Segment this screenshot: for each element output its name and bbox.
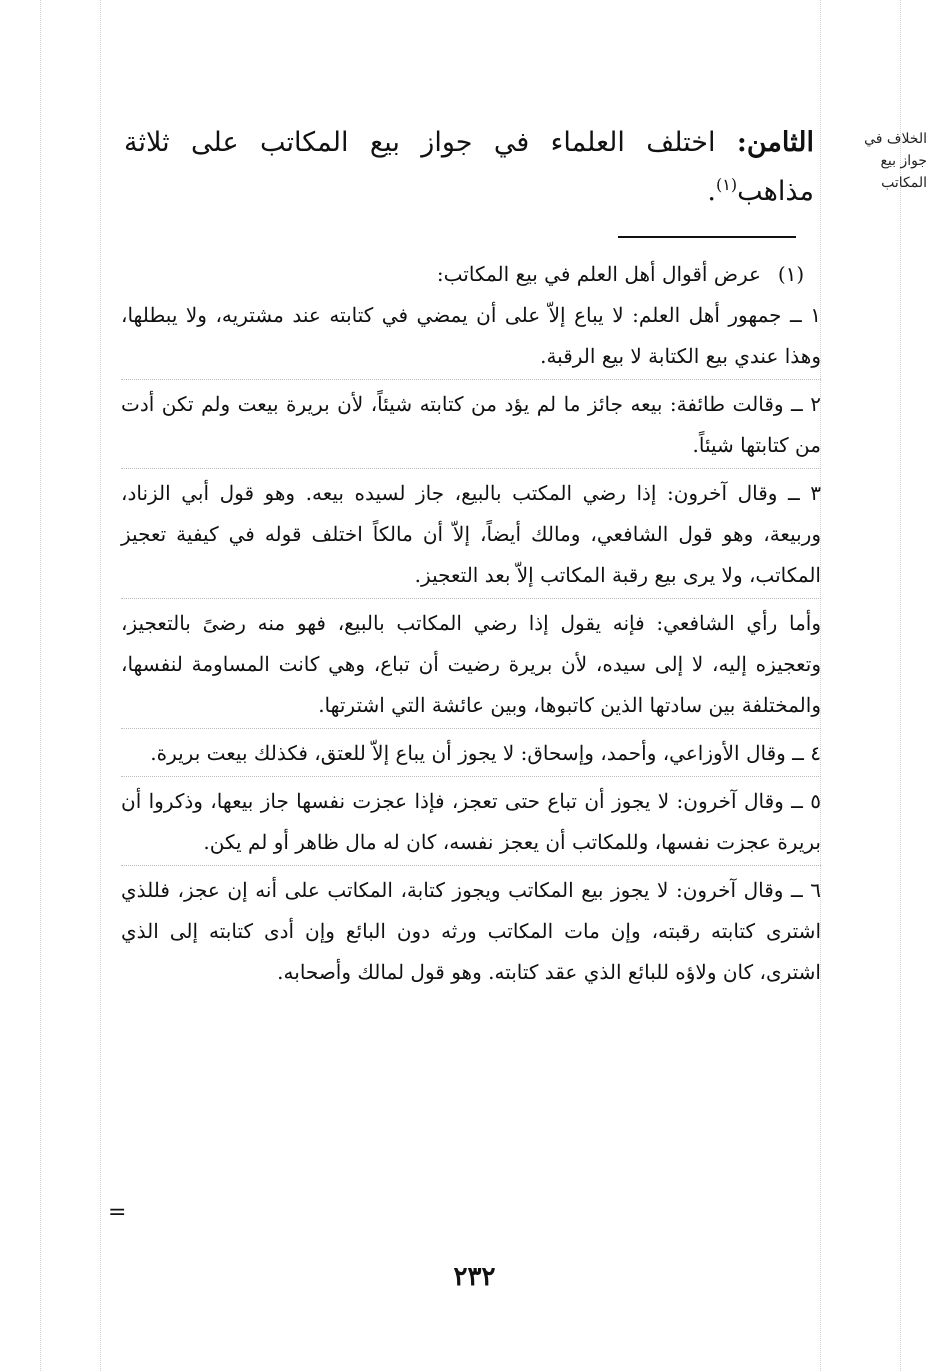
- footnote-reference[interactable]: (١): [716, 175, 738, 194]
- footnote-item: ٤ ــ وقال الأوزاعي، وأحمد، وإسحاق: لا يجوز أن يباع إلاّ للعتق، فكذلك بيعت بريرة.: [121, 733, 821, 777]
- footnote-heading: عرض أقوال أهل العلم في بيع المكاتب:: [436, 262, 761, 286]
- footnote-item: ٥ ــ وقال آخرون: لا يجوز أن تباع حتى تعجز، فإذا عجزت نفسها جاز بيعها، وذكروا أن بريرة عجزت نفسها، وللمكاتب أن يعجز نفسه، كان له مال ظاهر أو لم يكن.: [121, 781, 821, 866]
- section-lead: الثامن:: [736, 127, 814, 158]
- main-text: اختلف العلماء في جواز بيع المكاتب على ثلاثة مذاهب: [124, 127, 814, 207]
- scan-guide-line: [100, 0, 101, 1371]
- margin-note-line: المكاتب: [881, 175, 927, 191]
- footnote: [121, 254, 821, 999]
- footnote-item: ١ ــ جمهور أهل العلم: لا يباع إلاّ على أن يمضي في كتابته عند مشتريه، ولا يبطلها، وهذا عندي بيع الكتابة لا بيع الرقبة.: [121, 295, 821, 380]
- main-paragraph: [124, 122, 814, 213]
- footnote-item: ٦ ــ وقال آخرون: لا يجوز بيع المكاتب ويجوز كتابة، المكاتب على أنه إن عجز، فللذي اشترى كتابته رقبته، وإن مات المكاتب ورثه دون البائع وإن أدى كتابته إلى الذي اشترى، كان ولاؤه للبائع الذي عقد كتابته. وهو قول لمالك وأصحابه.: [121, 878, 821, 984]
- continuation-mark: =: [108, 1200, 127, 1225]
- footnote-marker: (١): [777, 262, 805, 286]
- margin-note-line: الخلاف في: [864, 131, 927, 147]
- margin-note-line: جواز بيع: [880, 153, 927, 169]
- footnote-item: ٣ ــ وقال آخرون: إذا رضي المكتب بالبيع، جاز لسيده بيعه. وهو قول أبي الزناد، وربيعة، وهو قول الشافعي، ومالك أيضاً، إلاّ أن مالكاً اختلف قوله في كيفية تعجيز المكاتب، ولا يرى بيع رقبة المكاتب إلاّ بعد التعجيز.: [121, 473, 821, 599]
- footnote-item: ٢ ــ وقالت طائفة: بيعه جائز ما لم يؤد من كتابته شيئاً، لأن بريرة بيعت ولم تكن أدت من كتابتها شيئاً.: [121, 384, 821, 469]
- margin-note: [827, 128, 927, 194]
- footnote-separator: [618, 236, 796, 238]
- scan-guide-line: [900, 0, 901, 1371]
- page-number: ٢٣٢: [453, 1262, 496, 1292]
- main-text-end: .: [707, 176, 717, 207]
- footnote-item: وأما رأي الشافعي: فإنه يقول إذا رضي المكاتب بالبيع، فهو منه رضىً بالتعجيز، وتعجيزه إليه، لا إلى سيده، لأن بريرة رضيت أن تباع، وهي كانت المساومة لنفسها، والمختلفة بين سادتها الذين كاتبوها، وبين عائشة التي اشترتها.: [121, 603, 821, 729]
- scan-guide-line: [40, 0, 41, 1371]
